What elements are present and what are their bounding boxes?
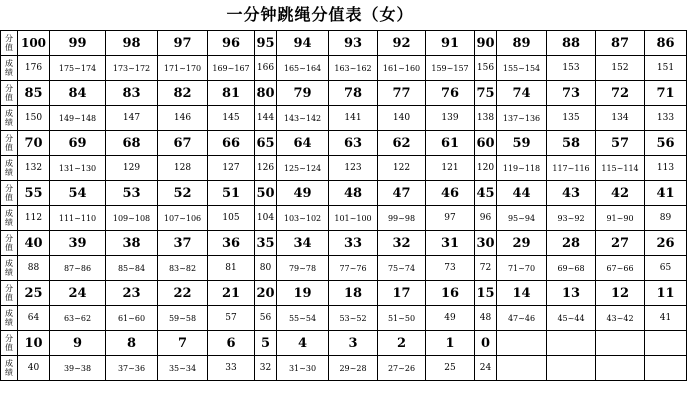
score-cell: 30 <box>475 231 497 256</box>
grade-cell: 145 <box>208 106 255 131</box>
grade-cell: 112 <box>18 206 50 231</box>
score-cell: 87 <box>596 31 645 56</box>
grade-label-cell <box>1 156 18 181</box>
score-cell: 20 <box>255 281 277 306</box>
grade-label-char: 成 <box>5 359 13 368</box>
score-cell: 39 <box>50 231 106 256</box>
grade-label-cell <box>1 306 18 331</box>
grade-cell: 51~50 <box>378 306 426 331</box>
score-cell <box>547 331 596 356</box>
score-cell: 48 <box>329 181 378 206</box>
grade-cell: 40 <box>18 356 50 381</box>
grade-cell: 138 <box>475 106 497 131</box>
grade-cell: 126 <box>255 156 277 181</box>
grade-label-char: 绩 <box>5 368 13 377</box>
grade-cell: 153 <box>547 56 596 81</box>
score-cell: 6 <box>208 331 255 356</box>
grade-cell: 80 <box>255 256 277 281</box>
grade-row <box>1 256 687 281</box>
grade-cell: 122 <box>378 156 426 181</box>
score-cell: 10 <box>18 331 50 356</box>
score-cell: 53 <box>106 181 158 206</box>
score-cell: 84 <box>50 81 106 106</box>
score-cell: 62 <box>378 131 426 156</box>
grade-cell: 133 <box>645 106 687 131</box>
grade-cell: 152 <box>596 56 645 81</box>
grade-cell: 53~52 <box>329 306 378 331</box>
score-cell: 76 <box>426 81 475 106</box>
score-cell: 78 <box>329 81 378 106</box>
score-cell: 63 <box>329 131 378 156</box>
score-cell: 69 <box>50 131 106 156</box>
grade-cell: 88 <box>18 256 50 281</box>
score-cell: 3 <box>329 331 378 356</box>
grade-label-char: 绩 <box>5 68 13 77</box>
score-cell: 40 <box>18 231 50 256</box>
score-table-body <box>1 31 687 381</box>
grade-cell: 61~60 <box>106 306 158 331</box>
grade-cell: 69~68 <box>547 256 596 281</box>
grade-cell: 146 <box>158 106 208 131</box>
grade-cell: 37~36 <box>106 356 158 381</box>
score-cell: 93 <box>329 31 378 56</box>
score-cell: 98 <box>106 31 158 56</box>
grade-cell: 135 <box>547 106 596 131</box>
grade-cell: 128 <box>158 156 208 181</box>
score-cell: 33 <box>329 231 378 256</box>
score-cell: 19 <box>277 281 329 306</box>
score-label-cell <box>1 131 18 156</box>
grade-row <box>1 106 687 131</box>
grade-cell: 161~160 <box>378 56 426 81</box>
grade-cell: 91~90 <box>596 206 645 231</box>
score-cell: 41 <box>645 181 687 206</box>
grade-label-char: 绩 <box>5 118 13 127</box>
score-row <box>1 131 687 156</box>
grade-cell: 67~66 <box>596 256 645 281</box>
score-cell: 44 <box>497 181 547 206</box>
grade-cell: 56 <box>255 306 277 331</box>
grade-cell: 89 <box>645 206 687 231</box>
grade-cell <box>596 356 645 381</box>
score-cell: 5 <box>255 331 277 356</box>
score-cell: 95 <box>255 31 277 56</box>
grade-cell <box>497 356 547 381</box>
score-label-char: 值 <box>5 243 13 252</box>
score-cell: 23 <box>106 281 158 306</box>
grade-cell: 41 <box>645 306 687 331</box>
grade-row <box>1 306 687 331</box>
score-cell: 24 <box>50 281 106 306</box>
score-label-cell <box>1 231 18 256</box>
grade-cell: 75~74 <box>378 256 426 281</box>
grade-label-char: 绩 <box>5 268 13 277</box>
grade-cell: 155~154 <box>497 56 547 81</box>
grade-cell: 72 <box>475 256 497 281</box>
score-cell: 49 <box>277 181 329 206</box>
grade-cell: 49 <box>426 306 475 331</box>
score-cell <box>645 331 687 356</box>
grade-cell: 165~164 <box>277 56 329 81</box>
grade-cell: 120 <box>475 156 497 181</box>
grade-cell: 95~94 <box>497 206 547 231</box>
score-cell: 22 <box>158 281 208 306</box>
grade-cell: 77~76 <box>329 256 378 281</box>
grade-label-char: 成 <box>5 59 13 68</box>
score-cell: 15 <box>475 281 497 306</box>
grade-cell: 137~136 <box>497 106 547 131</box>
grade-label-char: 绩 <box>5 218 13 227</box>
score-label-char: 值 <box>5 143 13 152</box>
grade-cell: 103~102 <box>277 206 329 231</box>
score-cell: 85 <box>18 81 50 106</box>
score-cell: 80 <box>255 81 277 106</box>
score-cell: 99 <box>50 31 106 56</box>
grade-cell: 71~70 <box>497 256 547 281</box>
score-cell: 75 <box>475 81 497 106</box>
grade-cell: 144 <box>255 106 277 131</box>
score-cell: 46 <box>426 181 475 206</box>
grade-cell: 119~118 <box>497 156 547 181</box>
score-cell: 55 <box>18 181 50 206</box>
grade-cell: 150 <box>18 106 50 131</box>
score-cell: 56 <box>645 131 687 156</box>
score-cell: 82 <box>158 81 208 106</box>
score-cell: 88 <box>547 31 596 56</box>
grade-row <box>1 356 687 381</box>
score-cell: 14 <box>497 281 547 306</box>
score-cell: 66 <box>208 131 255 156</box>
score-cell: 77 <box>378 81 426 106</box>
score-label-cell <box>1 31 18 56</box>
grade-cell: 45~44 <box>547 306 596 331</box>
score-cell: 25 <box>18 281 50 306</box>
score-cell: 64 <box>277 131 329 156</box>
score-cell: 67 <box>158 131 208 156</box>
grade-cell: 143~142 <box>277 106 329 131</box>
grade-cell: 63~62 <box>50 306 106 331</box>
grade-label-cell <box>1 206 18 231</box>
grade-cell: 101~100 <box>329 206 378 231</box>
grade-cell: 93~92 <box>547 206 596 231</box>
grade-cell: 141 <box>329 106 378 131</box>
grade-cell: 121 <box>426 156 475 181</box>
score-cell: 100 <box>18 31 50 56</box>
grade-cell: 25 <box>426 356 475 381</box>
grade-cell: 125~124 <box>277 156 329 181</box>
grade-cell: 97 <box>426 206 475 231</box>
grade-label-char: 绩 <box>5 318 13 327</box>
grade-cell: 163~162 <box>329 56 378 81</box>
score-row <box>1 181 687 206</box>
score-cell: 94 <box>277 31 329 56</box>
grade-label-cell <box>1 56 18 81</box>
score-cell: 96 <box>208 31 255 56</box>
grade-cell: 134 <box>596 106 645 131</box>
score-cell <box>497 331 547 356</box>
score-cell: 8 <box>106 331 158 356</box>
grade-label-char: 绩 <box>5 168 13 177</box>
score-cell: 37 <box>158 231 208 256</box>
grade-cell: 83~82 <box>158 256 208 281</box>
score-cell: 18 <box>329 281 378 306</box>
grade-label-char: 成 <box>5 109 13 118</box>
grade-cell: 131~130 <box>50 156 106 181</box>
grade-label-char: 成 <box>5 159 13 168</box>
grade-cell: 123 <box>329 156 378 181</box>
grade-cell: 59~58 <box>158 306 208 331</box>
score-label-cell <box>1 331 18 356</box>
score-label-char: 分 <box>5 134 13 143</box>
grade-cell: 159~157 <box>426 56 475 81</box>
score-cell: 59 <box>497 131 547 156</box>
grade-cell: 115~114 <box>596 156 645 181</box>
grade-cell: 99~98 <box>378 206 426 231</box>
score-cell: 61 <box>426 131 475 156</box>
score-cell: 27 <box>596 231 645 256</box>
score-cell: 79 <box>277 81 329 106</box>
score-cell: 43 <box>547 181 596 206</box>
score-cell: 35 <box>255 231 277 256</box>
grade-cell: 176 <box>18 56 50 81</box>
score-cell: 21 <box>208 281 255 306</box>
grade-cell: 27~26 <box>378 356 426 381</box>
score-row <box>1 81 687 106</box>
score-cell: 0 <box>475 331 497 356</box>
score-cell: 29 <box>497 231 547 256</box>
score-cell: 4 <box>277 331 329 356</box>
score-cell: 73 <box>547 81 596 106</box>
score-row <box>1 231 687 256</box>
score-cell: 36 <box>208 231 255 256</box>
score-label-char: 值 <box>5 293 13 302</box>
score-label-char: 值 <box>5 43 13 52</box>
score-cell: 42 <box>596 181 645 206</box>
score-label-char: 值 <box>5 343 13 352</box>
grade-label-cell <box>1 356 18 381</box>
score-cell: 71 <box>645 81 687 106</box>
score-cell: 83 <box>106 81 158 106</box>
grade-label-char: 成 <box>5 209 13 218</box>
score-label-char: 分 <box>5 184 13 193</box>
grade-row <box>1 56 687 81</box>
grade-cell: 104 <box>255 206 277 231</box>
score-cell: 17 <box>378 281 426 306</box>
score-cell: 72 <box>596 81 645 106</box>
score-cell: 89 <box>497 31 547 56</box>
grade-cell: 24 <box>475 356 497 381</box>
score-label-char: 分 <box>5 34 13 43</box>
grade-cell: 139 <box>426 106 475 131</box>
grade-cell: 105 <box>208 206 255 231</box>
score-cell: 52 <box>158 181 208 206</box>
score-row <box>1 31 687 56</box>
score-cell: 38 <box>106 231 158 256</box>
grade-cell: 147 <box>106 106 158 131</box>
score-cell: 57 <box>596 131 645 156</box>
grade-cell: 156 <box>475 56 497 81</box>
score-cell: 11 <box>645 281 687 306</box>
score-cell: 65 <box>255 131 277 156</box>
score-cell: 60 <box>475 131 497 156</box>
score-label-char: 分 <box>5 234 13 243</box>
score-cell: 70 <box>18 131 50 156</box>
score-cell: 26 <box>645 231 687 256</box>
grade-cell: 31~30 <box>277 356 329 381</box>
score-cell: 16 <box>426 281 475 306</box>
score-label-char: 分 <box>5 84 13 93</box>
score-cell: 32 <box>378 231 426 256</box>
score-cell: 50 <box>255 181 277 206</box>
score-cell: 47 <box>378 181 426 206</box>
grade-cell: 35~34 <box>158 356 208 381</box>
grade-cell: 47~46 <box>497 306 547 331</box>
grade-cell: 149~148 <box>50 106 106 131</box>
grade-cell: 96 <box>475 206 497 231</box>
score-cell: 90 <box>475 31 497 56</box>
score-label-char: 值 <box>5 193 13 202</box>
score-cell: 81 <box>208 81 255 106</box>
grade-cell: 81 <box>208 256 255 281</box>
score-label-char: 分 <box>5 284 13 293</box>
grade-cell: 171~170 <box>158 56 208 81</box>
grade-label-char: 成 <box>5 309 13 318</box>
grade-cell: 173~172 <box>106 56 158 81</box>
score-cell: 92 <box>378 31 426 56</box>
grade-cell: 33 <box>208 356 255 381</box>
grade-cell: 109~108 <box>106 206 158 231</box>
score-label-cell <box>1 181 18 206</box>
grade-cell: 32 <box>255 356 277 381</box>
grade-row <box>1 206 687 231</box>
grade-cell: 57 <box>208 306 255 331</box>
score-cell: 13 <box>547 281 596 306</box>
grade-cell: 73 <box>426 256 475 281</box>
score-cell: 1 <box>426 331 475 356</box>
grade-cell: 127 <box>208 156 255 181</box>
score-cell: 45 <box>475 181 497 206</box>
grade-cell: 175~174 <box>50 56 106 81</box>
score-cell <box>596 331 645 356</box>
score-cell: 28 <box>547 231 596 256</box>
score-label-cell <box>1 281 18 306</box>
grade-cell: 39~38 <box>50 356 106 381</box>
score-cell: 2 <box>378 331 426 356</box>
page-title: 一分钟跳绳分值表（女） <box>226 5 414 24</box>
grade-cell: 65 <box>645 256 687 281</box>
grade-label-cell <box>1 256 18 281</box>
score-table <box>0 30 687 381</box>
score-row <box>1 281 687 306</box>
grade-cell: 151 <box>645 56 687 81</box>
score-cell: 91 <box>426 31 475 56</box>
grade-cell: 64 <box>18 306 50 331</box>
grade-cell: 107~106 <box>158 206 208 231</box>
score-cell: 31 <box>426 231 475 256</box>
score-cell: 74 <box>497 81 547 106</box>
score-cell: 7 <box>158 331 208 356</box>
grade-cell: 140 <box>378 106 426 131</box>
grade-cell: 85~84 <box>106 256 158 281</box>
grade-cell: 48 <box>475 306 497 331</box>
score-cell: 12 <box>596 281 645 306</box>
grade-label-char: 成 <box>5 259 13 268</box>
grade-cell: 55~54 <box>277 306 329 331</box>
score-cell: 54 <box>50 181 106 206</box>
grade-cell <box>547 356 596 381</box>
grade-cell: 166 <box>255 56 277 81</box>
grade-cell: 117~116 <box>547 156 596 181</box>
score-cell: 58 <box>547 131 596 156</box>
score-cell: 97 <box>158 31 208 56</box>
score-cell: 51 <box>208 181 255 206</box>
score-label-char: 分 <box>5 334 13 343</box>
grade-cell <box>645 356 687 381</box>
grade-label-cell <box>1 106 18 131</box>
grade-cell: 111~110 <box>50 206 106 231</box>
score-row <box>1 331 687 356</box>
score-cell: 9 <box>50 331 106 356</box>
score-cell: 68 <box>106 131 158 156</box>
score-label-char: 值 <box>5 93 13 102</box>
grade-cell: 87~86 <box>50 256 106 281</box>
score-cell: 86 <box>645 31 687 56</box>
grade-row <box>1 156 687 181</box>
grade-cell: 132 <box>18 156 50 181</box>
grade-cell: 169~167 <box>208 56 255 81</box>
grade-cell: 113 <box>645 156 687 181</box>
grade-cell: 43~42 <box>596 306 645 331</box>
grade-cell: 29~28 <box>329 356 378 381</box>
score-cell: 34 <box>277 231 329 256</box>
grade-cell: 79~78 <box>277 256 329 281</box>
grade-cell: 129 <box>106 156 158 181</box>
score-label-cell <box>1 81 18 106</box>
